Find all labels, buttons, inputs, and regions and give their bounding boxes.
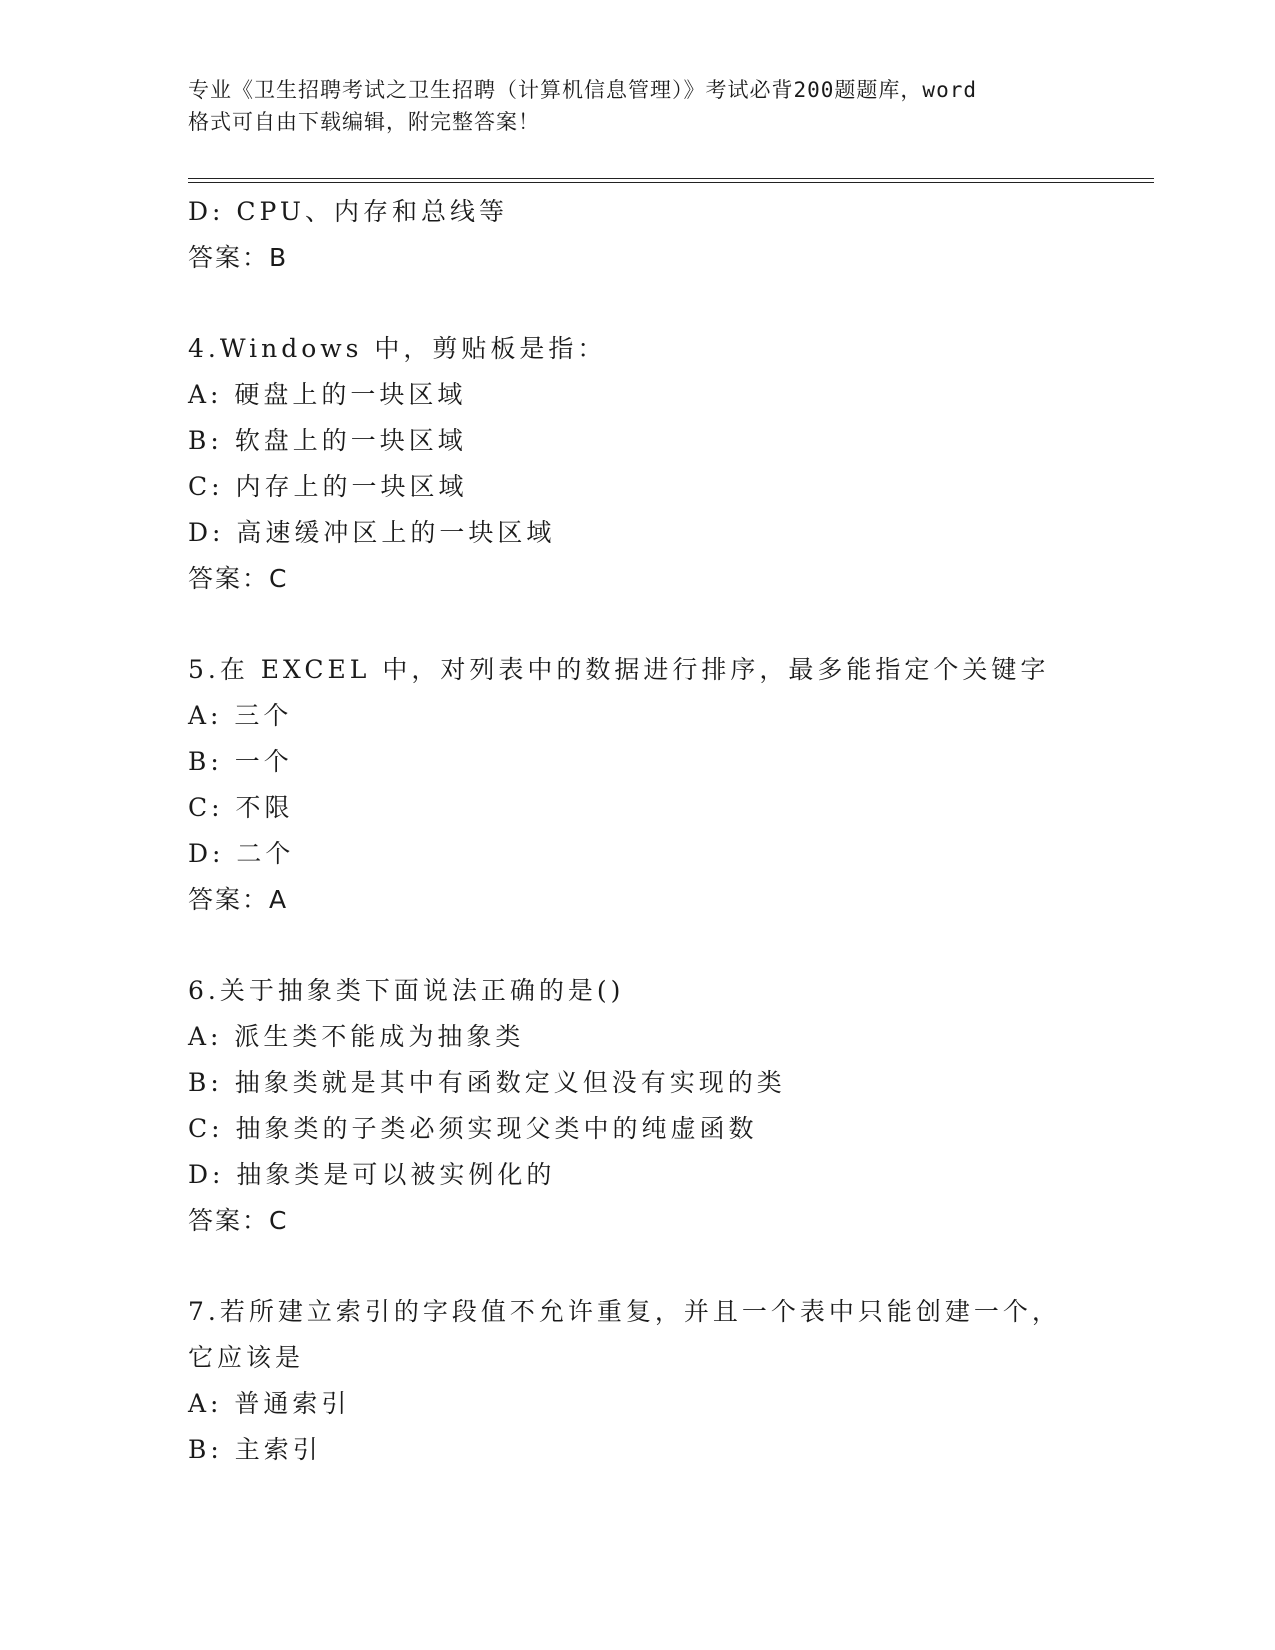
answer-line: 答案：B (188, 243, 289, 272)
question-6 (188, 968, 1148, 1244)
option-d: D: CPU、内存和总线等 (188, 197, 508, 226)
option-a: A: 硬盘上的一块区域 (188, 380, 467, 409)
spacer (188, 923, 1148, 968)
header-divider (188, 178, 1154, 183)
question-stem-line-1: 7.若所建立索引的字段值不允许重复，并且一个表中只能创建一个， (188, 1297, 1061, 1326)
option-b: B: 软盘上的一块区域 (188, 426, 467, 455)
option-b: B: 主索引 (188, 1435, 322, 1464)
question-stem: 4.Windows 中，剪贴板是指： (188, 334, 607, 363)
option-a: A: 普通索引 (188, 1389, 351, 1418)
question-3-partial (188, 189, 1148, 281)
question-stem: 6.关于抽象类下面说法正确的是() (188, 976, 625, 1005)
question-7 (188, 1289, 1148, 1473)
document-header (188, 74, 1088, 138)
spacer (188, 1244, 1148, 1289)
question-list (188, 189, 1148, 1473)
question-stem-line-2: 它应该是 (188, 1343, 305, 1372)
answer-line: 答案：C (188, 1206, 289, 1235)
answer-line: 答案：C (188, 564, 289, 593)
question-4 (188, 326, 1148, 602)
option-a: A: 三个 (188, 701, 293, 730)
spacer (188, 281, 1148, 326)
option-d: D: 二个 (188, 839, 295, 868)
option-c: C: 内存上的一块区域 (188, 472, 468, 501)
option-c: C: 不限 (188, 793, 294, 822)
answer-line: 答案：A (188, 885, 289, 914)
header-title-line-2: 格式可自由下载编辑，附完整答案！ (188, 110, 540, 134)
question-5 (188, 647, 1148, 923)
option-d: D: 抽象类是可以被实例化的 (188, 1160, 556, 1189)
option-d: D: 高速缓冲区上的一块区域 (188, 518, 556, 547)
spacer (188, 602, 1148, 647)
question-stem: 5.在 EXCEL 中，对列表中的数据进行排序，最多能指定个关键字 (188, 655, 1050, 684)
header-title-line-1: 专业《卫生招聘考试之卫生招聘（计算机信息管理）》考试必背200题题库，word (188, 78, 977, 102)
option-a: A: 派生类不能成为抽象类 (188, 1022, 525, 1051)
option-c: C: 抽象类的子类必须实现父类中的纯虚函数 (188, 1114, 758, 1143)
option-b: B: 一个 (188, 747, 293, 776)
option-b: B: 抽象类就是其中有函数定义但没有实现的类 (188, 1068, 786, 1097)
